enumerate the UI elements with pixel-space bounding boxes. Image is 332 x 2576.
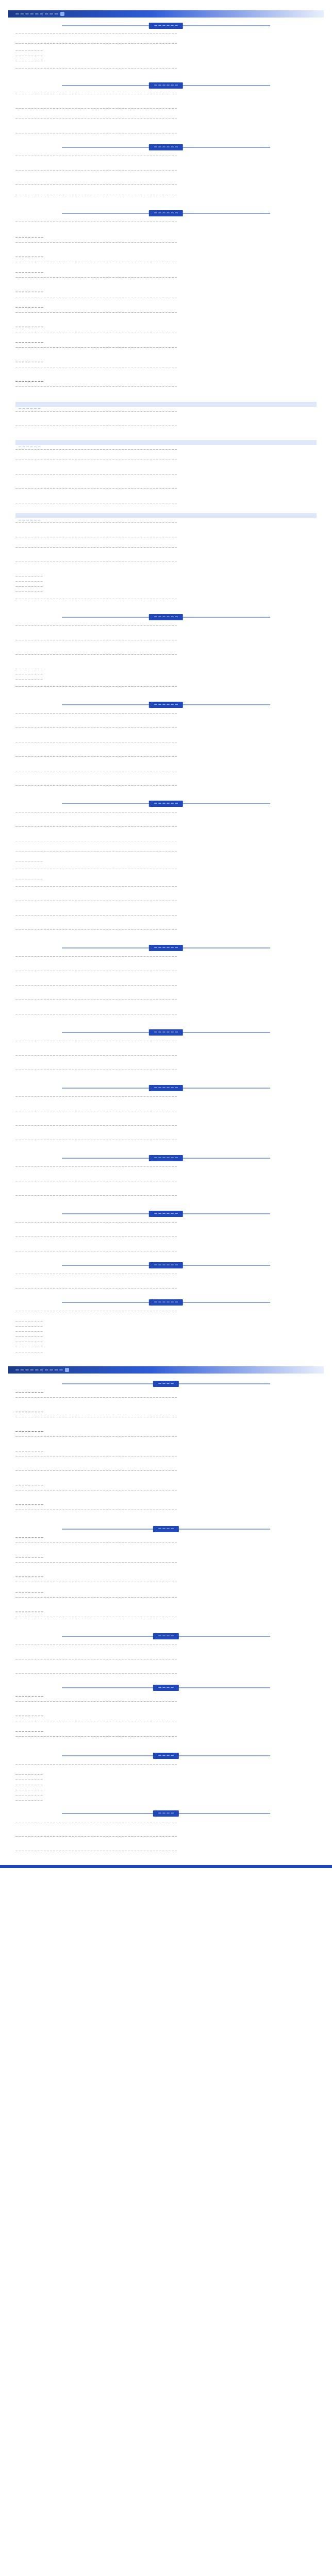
paragraph: — — — — — — — — — — — — — — — — — — — — — — — — — — — — — — — — — — — — — — — — — — — — — — — — — — — — [15, 194, 177, 197]
subheading: — — — — — — — — — [15, 307, 44, 309]
section-badge: — — — — — — [149, 82, 183, 89]
paragraph: — — — — — — — — — — — — — — — — — — — — — — — — — — — — — — — — — — — — — — — — — — — — — — — — — — — — [15, 1673, 177, 1675]
section-badge-row [0, 1029, 332, 1036]
caption-text: — — — — — — [19, 408, 41, 411]
paragraph: — — — — — — — — — — — — — — — — — — — — — — — — — — — — — — — — — — — — — — — — — — — — — — — — — — — — [15, 425, 177, 428]
list-item: — — — — — — — — — [15, 50, 43, 53]
section-badge-row [0, 1262, 332, 1268]
caption-text: — — — — — — [19, 446, 41, 449]
section-badge-row [0, 1526, 332, 1532]
paragraph: — — — — — — — — — — — — — — — — — — — — — — — — — — — — — — — — — — — — — — — — — — — — — — — — — — — — [15, 312, 177, 314]
list-item: — — — — — — — — — [15, 668, 43, 671]
section-badge-row [0, 1155, 332, 1161]
section-badge-row [0, 23, 332, 29]
list-item: — — — — — — — — — [15, 1779, 43, 1782]
paragraph: — — — — — — — — — — — — — — — — — — — — — — — — — — — — — — — — — — — — — — — — — — — — — — — — — — — — [15, 914, 177, 917]
subheading: — — — — — — — — — [15, 326, 44, 329]
paragraph: — — — — — — — — — — — — — — — — — — — — — — — — — — — — — — — — — — — — — — — — — — — — — — — — — — — — [15, 1110, 177, 1113]
section-badge: — — — — — — [149, 702, 183, 708]
paragraph: — — — — — — — — — — — — — — — — — — — — — — — — — — — — — — — — — — — — — — — — — — — — — — — — — — — — [15, 1069, 177, 1072]
subheading: — — — — — — — — — [15, 342, 44, 344]
section-badge: — — — — — — [149, 1085, 183, 1091]
section-badge: — — — — [153, 1526, 179, 1532]
section-badge-row [0, 801, 332, 807]
paragraph: — — — — — — — — — — — — — — — — — — — — — — — — — — — — — — — — — — — — — — — — — — — — — — — — — — — — [15, 1040, 177, 1043]
section-badge: — — — — [153, 1685, 179, 1691]
paragraph: — — — — — — — — — — — — — — — — — — — — — — — — — — — — — — — — — — — — — — — — — — — — — — — — — — — — [15, 900, 177, 903]
section-badge-row [0, 1381, 332, 1387]
book-icon [60, 12, 64, 16]
paragraph: — — — — — — — — — — — — — — — — — — — — — — — — — — — — — — — — — — — — — — — — — — — — — — — — — — — — [15, 1836, 177, 1838]
section-badge: — — — — [153, 1753, 179, 1759]
subheading: — — — — — — — — — [15, 1392, 44, 1394]
paragraph: — — — — — — — — — — — — — — — — — — — — — — — — — — — — — — — — — — — — — — — — — — — — — — — — — — — — [15, 1166, 177, 1168]
section-badge: — — — — — — [149, 1155, 183, 1161]
section-badge: — — — — [153, 1633, 179, 1639]
section-badge: — — — — — — [149, 210, 183, 216]
paragraph: — — — — — — — — — — — — — — — — — — — — — — — — — — — — — — — — — — — — — — — — — — — — — — — — — — — — [15, 449, 177, 451]
paragraph: — — — — — — — — — — — — — — — — — — — — — — — — — — — — — — — — — — — — — — — — — — — — — — — — — — — — [15, 1236, 177, 1239]
paragraph: — — — — — — — — — — — — — — — — — — — — — — — — — — — — — — — — — — — — — — — — — — — — — — — — — — — — [15, 347, 177, 349]
list-item: — — — — — — — — — [15, 1794, 43, 1797]
subheading: — — — — — — — — — [15, 1715, 44, 1718]
list-item: — — — — — — — — — [15, 1789, 43, 1792]
paragraph: — — — — — — — — — — — — — — — — — — — — — — — — — — — — — — — — — — — — — — — — — — — — — — — — — — — — [15, 296, 177, 299]
section-header-banner-1 [8, 10, 324, 18]
section-badge: — — — — — — [149, 1299, 183, 1306]
paragraph: — — — — — — — — — — — — — — — — — — — — — — — — — — — — — — — — — — — — — — — — — — — — — — — — — — — — [15, 184, 177, 187]
paragraph: — — — — — — — — — — — — — — — — — — — — — — — — — — — — — — — — — — — — — — — — — — — — — — — — — — — — [15, 67, 177, 70]
subheading: — — — — — — — — — [15, 1556, 44, 1559]
subheading: — — — — — — — — — [15, 1411, 44, 1414]
paragraph: — — — — — — — — — — — — — — — — — — — — — — — — — — — — — — — — — — — — — — — — — — — — — — — — — — — — [15, 985, 177, 987]
list-item: — — — — — — — — — [15, 1346, 43, 1349]
paragraph: — — — — — — — — — — — — — — — — — — — — — — — — — — — — — — — — — — — — — — — — — — — — — — — — — — — — [15, 561, 177, 564]
list-item: — — — — — — — — — [15, 1336, 43, 1338]
section-badge: — — — — [153, 1381, 179, 1387]
highlight-caption [15, 440, 317, 449]
paragraph: — — — — — — — — — — — — — — — — — — — — — — — — — — — — — — — — — — — — — — — — — — — — — — — — — — — — [15, 1397, 177, 1399]
paragraph: — — — — — — — — — — — — — — — — — — — — — — — — — — — — — — — — — — — — — — — — — — — — — — — — — — — — [15, 1720, 177, 1723]
paragraph: — — — — — — — — — — — — — — — — — — — — — — — — — — — — — — — — — — — — — — — — — — — — — — — — — — — — [15, 1644, 177, 1647]
subheading: — — — — — — — — — [15, 256, 44, 259]
paragraph: — — — — — — — — — — — — — — — — — — — — — — — — — — — — — — — — — — — — — — — — — — — — — — — — — — — — [15, 1180, 177, 1183]
paragraph: — — — — — — — — — — — — — — — — — — — — — — — — — — — — — — — — — — — — — — — — — — — — — — — — — — — — [15, 221, 177, 224]
paragraph: — — — — — — — — — — — — — — — — — — — — — — — — — — — — — — — — — — — — — — — — — — — — — — — — — — — — [15, 459, 177, 462]
paragraph: — — — — — — — — — — — — — — — — — — — — — — — — — — — — — — — — — — — — — — — — — — — — — — — — — — — — [15, 1821, 177, 1824]
paragraph: — — — — — — — — — — — — — — — — — — — — — — — — — — — — — — — — — — — — — — — — — — — — — — — — — — — — [15, 170, 177, 172]
list-item: — — — — — — — — — [15, 586, 43, 588]
paragraph: — — — — — — — — — — — — — — — — — — — — — — — — — — — — — — — — — — — — — — — — — — — — — — — — — — — — [15, 1436, 177, 1438]
section-badge-row [0, 144, 332, 150]
section-badge-row [0, 1685, 332, 1691]
paragraph: — — — — — — — — — — — — — — — — — — — — — — — — — — — — — — — — — — — — — — — — — — — — — — — — — — — — [15, 1616, 177, 1619]
paragraph: — — — — — — — — — — — — — — — — — — — — — — — — — — — — — — — — — — — — — — — — — — — — — — — — — — — — [15, 741, 177, 744]
section-badge-row [0, 1085, 332, 1091]
section-badge-row [0, 82, 332, 89]
paragraph: — — — — — — — — — — — — — — — — — — — — — — — — — — — — — — — — — — — — — — — — — — — — — — — — — — — — [15, 770, 177, 773]
list-item: — — — — — — — — — [15, 591, 43, 594]
paragraph: — — — — — — — — — — — — — — — — — — — — — — — — — — — — — — — — — — — — — — — — — — — — — — — — — — — — [15, 242, 177, 244]
subheading: — — — — — — — — — [15, 1696, 44, 1698]
paragraph: — — — — — — — — — — — — — — — — — — — — — — — — — — — — — — — — — — — — — — — — — — — — — — — — — — — — [15, 654, 177, 656]
section-badge-row [0, 210, 332, 216]
paragraph: — — — — — — — — — — — — — — — — — — — — — — — — — — — — — — — — — — — — — — — — — — — — — — — — — — — — [15, 1455, 177, 1458]
section-badge: — — — — — — [149, 614, 183, 620]
paragraph: — — — — — — — — — — — — — — — — — — — — — — — — — — — — — — — — — — — — — — — — — — — — — — — — — — — — [15, 1562, 177, 1564]
paragraph: — — — — — — — — — — — — — — — — — — — — — — — — — — — — — — — — — — — — — — — — — — — — — — — — — — — — [15, 43, 177, 45]
paragraph: — — — — — — — — — — — — — — — — — — — — — — — — — — — — — — — — — — — — — — — — — — — — — — — — — — — — [15, 331, 177, 334]
subheading: — — — — — — — — — [15, 1504, 44, 1506]
list-item: — — — — — — — — — [15, 679, 43, 681]
subheading: — — — — — — — — — [15, 1431, 44, 1433]
paragraph: — — — — — — — — — — — — — — — — — — — — — — — — — — — — — — — — — — — — — — — — — — — — — — — — — — — — [15, 488, 177, 490]
section-badge-row [0, 1753, 332, 1759]
quote-paragraph: — — — — — — — — — [15, 861, 43, 863]
subheading: — — — — — — — — — [15, 1450, 44, 1453]
paragraph: — — — — — — — — — — — — — — — — — — — — — — — — — — — — — — — — — — — — — — — — — — — — — — — — — — — — [15, 1287, 177, 1290]
book-icon [65, 1368, 69, 1372]
paragraph: — — — — — — — — — — — — — — — — — — — — — — — — — — — — — — — — — — — — — — — — — — — — — — — — — — — — [15, 625, 177, 628]
list-item: — — — — — — — — — [15, 581, 43, 583]
caption-text: — — — — — — [19, 519, 41, 522]
subheading: — — — — — — — — — [15, 1537, 44, 1539]
paragraph: — — — — — — — — — — — — — — — — — — — — — — — — — — — — — — — — — — — — — — — — — — — — — — — — — — — — [15, 1013, 177, 1016]
list-item: — — — — — — — — — [15, 55, 43, 58]
list-item: — — — — — — — — — [15, 1351, 43, 1354]
list-item: — — — — — — — — — [15, 673, 43, 676]
quote-paragraph: — — — — — — — — — — — — — — — — — — — — — — — — — — — — — — — — — — — — — — — — — — — — — — — — — — — — [15, 851, 177, 853]
section-badge-row [0, 945, 332, 951]
section-badge: — — — — — — [149, 144, 183, 150]
paragraph: — — — — — — — — — — — — — — — — — — — — — — — — — — — — — — — — — — — — — — — — — — — — — — — — — — — — [15, 686, 177, 688]
paragraph: — — — — — — — — — — — — — — — — — — — — — — — — — — — — — — — — — — — — — — — — — — — — — — — — — — — — [15, 1597, 177, 1599]
list-item: — — — — — — — — — [15, 1331, 43, 1333]
section-badge: — — — — — — [149, 23, 183, 29]
paragraph: — — — — — — — — — — — — — — — — — — — — — — — — — — — — — — — — — — — — — — — — — — — — — — — — — — — — [15, 756, 177, 758]
paragraph: — — — — — — — — — — — — — — — — — — — — — — — — — — — — — — — — — — — — — — — — — — — — — — — — — — — — [15, 1195, 177, 1197]
paragraph: — — — — — — — — — — — — — — — — — — — — — — — — — — — — — — — — — — — — — — — — — — — — — — — — — — — — [15, 970, 177, 973]
paragraph: — — — — — — — — — — — — — — — — — — — — — — — — — — — — — — — — — — — — — — — — — — — — — — — — — — — — [15, 108, 177, 110]
header-banner-title: — — — — — — — — — [15, 12, 58, 16]
highlight-caption [15, 513, 317, 522]
paragraph: — — — — — — — — — — — — — — — — — — — — — — — — — — — — — — — — — — — — — — — — — — — — — — — — — — — — [15, 956, 177, 958]
paragraph: — — — — — — — — — — — — — — — — — — — — — — — — — — — — — — — — — — — — — — — — — — — — — — — — — — — — [15, 713, 177, 715]
paragraph: — — — — — — — — — — — — — — — — — — — — — — — — — — — — — — — — — — — — — — — — — — — — — — — — — — — — [15, 639, 177, 642]
section-badge: — — — — — — [149, 801, 183, 807]
quote-paragraph: — — — — — — — — — — — — — — — — — — — — — — — — — — — — — — — — — — — — — — — — — — — — — — — — — — — — [15, 868, 177, 871]
paragraph: — — — — — — — — — — — — — — — — — — — — — — — — — — — — — — — — — — — — — — — — — — — — — — — — — — — — [15, 536, 177, 539]
paragraph: — — — — — — — — — — — — — — — — — — — — — — — — — — — — — — — — — — — — — — — — — — — — — — — — — — — — [15, 366, 177, 369]
paragraph: — — — — — — — — — — — — — — — — — — — — — — — — — — — — — — — — — — — — — — — — — — — — — — — — — — — — [15, 1273, 177, 1276]
list-item: — — — — — — — — — [15, 1774, 43, 1776]
paragraph: — — — — — — — — — — — — — — — — — — — — — — — — — — — — — — — — — — — — — — — — — — — — — — — — — — — — [15, 1736, 177, 1738]
subheading: — — — — — — — — — [15, 291, 44, 294]
paragraph: — — — — — — — — — — — — — — — — — — — — — — — — — — — — — — — — — — — — — — — — — — — — — — — — — — — — [15, 1701, 177, 1703]
paragraph: — — — — — — — — — — — — — — — — — — — — — — — — — — — — — — — — — — — — — — — — — — — — — — — — — — — — [15, 1310, 177, 1313]
header-banner-title: — — — — — — — — — — [15, 1368, 63, 1372]
subheading: — — — — — — — — — [15, 1611, 44, 1614]
paragraph: — — — — — — — — — — — — — — — — — — — — — — — — — — — — — — — — — — — — — — — — — — — — — — — — — — — — [15, 155, 177, 158]
paragraph: — — — — — — — — — — — — — — — — — — — — — — — — — — — — — — — — — — — — — — — — — — — — — — — — — — — — [15, 1542, 177, 1545]
subheading: — — — — — — — — — [15, 1731, 44, 1733]
footer-bar [0, 1865, 332, 1868]
quote-paragraph: — — — — — — — — — — — — — — — — — — — — — — — — — — — — — — — — — — — — — — — — — — — — — — — — — — — — [15, 840, 177, 843]
section-badge: — — — — [153, 1810, 179, 1817]
paragraph: — — — — — — — — — — — — — — — — — — — — — — — — — — — — — — — — — — — — — — — — — — — — — — — — — — — — [15, 886, 177, 888]
section-badge-row [0, 614, 332, 620]
subheading: — — — — — — — — — [15, 381, 44, 383]
paragraph: — — — — — — — — — — — — — — — — — — — — — — — — — — — — — — — — — — — — — — — — — — — — — — — — — — — — [15, 473, 177, 476]
paragraph: — — — — — — — — — — — — — — — — — — — — — — — — — — — — — — — — — — — — — — — — — — — — — — — — — — — — [15, 118, 177, 121]
paragraph: — — — — — — — — — — — — — — — — — — — — — — — — — — — — — — — — — — — — — — — — — — — — — — — — — — — — [15, 826, 177, 828]
paragraph: — — — — — — — — — — — — — — — — — — — — — — — — — — — — — — — — — — — — — — — — — — — — — — — — — — — — [15, 386, 177, 388]
paragraph: — — — — — — — — — — — — — — — — — — — — — — — — — — — — — — — — — — — — — — — — — — — — — — — — — — — — [15, 32, 177, 35]
list-item: — — — — — — — — — [15, 1320, 43, 1323]
paragraph: — — — — — — — — — — — — — — — — — — — — — — — — — — — — — — — — — — — — — — — — — — — — — — — — — — — — [15, 727, 177, 730]
section-badge-row [0, 702, 332, 708]
list-item: — — — — — — — — — [15, 1800, 43, 1802]
paragraph: — — — — — — — — — — — — — — — — — — — — — — — — — — — — — — — — — — — — — — — — — — — — — — — — — — — — [15, 522, 177, 524]
subheading: — — — — — — — — — [15, 1591, 44, 1594]
quote-paragraph: — — — — — — — — — [15, 878, 43, 881]
section-badge: — — — — — — [149, 1262, 183, 1268]
paragraph: — — — — — — — — — — — — — — — — — — — — — — — — — — — — — — — — — — — — — — — — — — — — — — — — — — — — [15, 1658, 177, 1661]
subheading: — — — — — — — — — [15, 361, 44, 364]
subheading: — — — — — — — — — [15, 1576, 44, 1579]
paragraph: — — — — — — — — — — — — — — — — — — — — — — — — — — — — — — — — — — — — — — — — — — — — — — — — — — — — [15, 1470, 177, 1472]
section-badge: — — — — — — [149, 1211, 183, 1217]
paragraph: — — — — — — — — — — — — — — — — — — — — — — — — — — — — — — — — — — — — — — — — — — — — — — — — — — — — [15, 1139, 177, 1142]
paragraph: — — — — — — — — — — — — — — — — — — — — — — — — — — — — — — — — — — — — — — — — — — — — — — — — — — — — [15, 1764, 177, 1766]
paragraph: — — — — — — — — — — — — — — — — — — — — — — — — — — — — — — — — — — — — — — — — — — — — — — — — — — — — [15, 1055, 177, 1057]
paragraph: — — — — — — — — — — — — — — — — — — — — — — — — — — — — — — — — — — — — — — — — — — — — — — — — — — — — [15, 1581, 177, 1584]
paragraph: — — — — — — — — — — — — — — — — — — — — — — — — — — — — — — — — — — — — — — — — — — — — — — — — — — — — [15, 1222, 177, 1224]
list-item: — — — — — — — — — [15, 1784, 43, 1787]
subheading: — — — — — — — — — [15, 1484, 44, 1487]
paragraph: — — — — — — — — — — — — — — — — — — — — — — — — — — — — — — — — — — — — — — — — — — — — — — — — — — — — [15, 547, 177, 549]
paragraph: — — — — — — — — — — — — — — — — — — — — — — — — — — — — — — — — — — — — — — — — — — — — — — — — — — — — [15, 277, 177, 279]
list-item: — — — — — — — — — [15, 575, 43, 578]
paragraph: — — — — — — — — — — — — — — — — — — — — — — — — — — — — — — — — — — — — — — — — — — — — — — — — — — — — [15, 811, 177, 814]
paragraph: — — — — — — — — — — — — — — — — — — — — — — — — — — — — — — — — — — — — — — — — — — — — — — — — — — — — [15, 1489, 177, 1492]
section-badge: — — — — — — [149, 1029, 183, 1036]
paragraph: — — — — — — — — — — — — — — — — — — — — — — — — — — — — — — — — — — — — — — — — — — — — — — — — — — — — [15, 93, 177, 96]
section-badge-row [0, 1633, 332, 1639]
paragraph: — — — — — — — — — — — — — — — — — — — — — — — — — — — — — — — — — — — — — — — — — — — — — — — — — — — — [15, 1416, 177, 1419]
paragraph: — — — — — — — — — — — — — — — — — — — — — — — — — — — — — — — — — — — — — — — — — — — — — — — — — — — — [15, 1096, 177, 1098]
paragraph: — — — — — — — — — — — — — — — — — — — — — — — — — — — — — — — — — — — — — — — — — — — — — — — — — — — — [15, 999, 177, 1002]
paragraph: — — — — — — — — — — — — — — — — — — — — — — — — — — — — — — — — — — — — — — — — — — — — — — — — — — — — [15, 785, 177, 787]
paragraph: — — — — — — — — — — — — — — — — — — — — — — — — — — — — — — — — — — — — — — — — — — — — — — — — — — — — [15, 132, 177, 135]
paragraph: — — — — — — — — — — — — — — — — — — — — — — — — — — — — — — — — — — — — — — — — — — — — — — — — — — — — [15, 1509, 177, 1512]
subheading: — — — — — — — — — [15, 236, 44, 239]
section-badge-row [0, 1299, 332, 1306]
paragraph: — — — — — — — — — — — — — — — — — — — — — — — — — — — — — — — — — — — — — — — — — — — — — — — — — — — — [15, 598, 177, 601]
paragraph: — — — — — — — — — — — — — — — — — — — — — — — — — — — — — — — — — — — — — — — — — — — — — — — — — — — — [15, 1250, 177, 1253]
paragraph: — — — — — — — — — — — — — — — — — — — — — — — — — — — — — — — — — — — — — — — — — — — — — — — — — — — — [15, 502, 177, 505]
list-item: — — — — — — — — — [15, 1326, 43, 1328]
section-badge-row [0, 1211, 332, 1217]
highlight-caption [15, 402, 317, 411]
section-badge: — — — — — — [149, 945, 183, 951]
subheading: — — — — — — — — — [15, 272, 44, 274]
section-badge-row [0, 1810, 332, 1817]
paragraph: — — — — — — — — — — — — — — — — — — — — — — — — — — — — — — — — — — — — — — — — — — — — — — — — — — — — [15, 1125, 177, 1127]
paragraph: — — — — — — — — — — — — — — — — — — — — — — — — — — — — — — — — — — — — — — — — — — — — — — — — — — — — [15, 261, 177, 264]
paragraph: — — — — — — — — — — — — — — — — — — — — — — — — — — — — — — — — — — — — — — — — — — — — — — — — — — — — [15, 411, 177, 413]
section-header-banner-2 [8, 1366, 324, 1374]
list-item: — — — — — — — — — [15, 1341, 43, 1344]
list-item: — — — — — — — — — [15, 60, 43, 63]
paragraph: — — — — — — — — — — — — — — — — — — — — — — — — — — — — — — — — — — — — — — — — — — — — — — — — — — — — [15, 929, 177, 931]
paragraph: — — — — — — — — — — — — — — — — — — — — — — — — — — — — — — — — — — — — — — — — — — — — — — — — — — — — [15, 1850, 177, 1853]
